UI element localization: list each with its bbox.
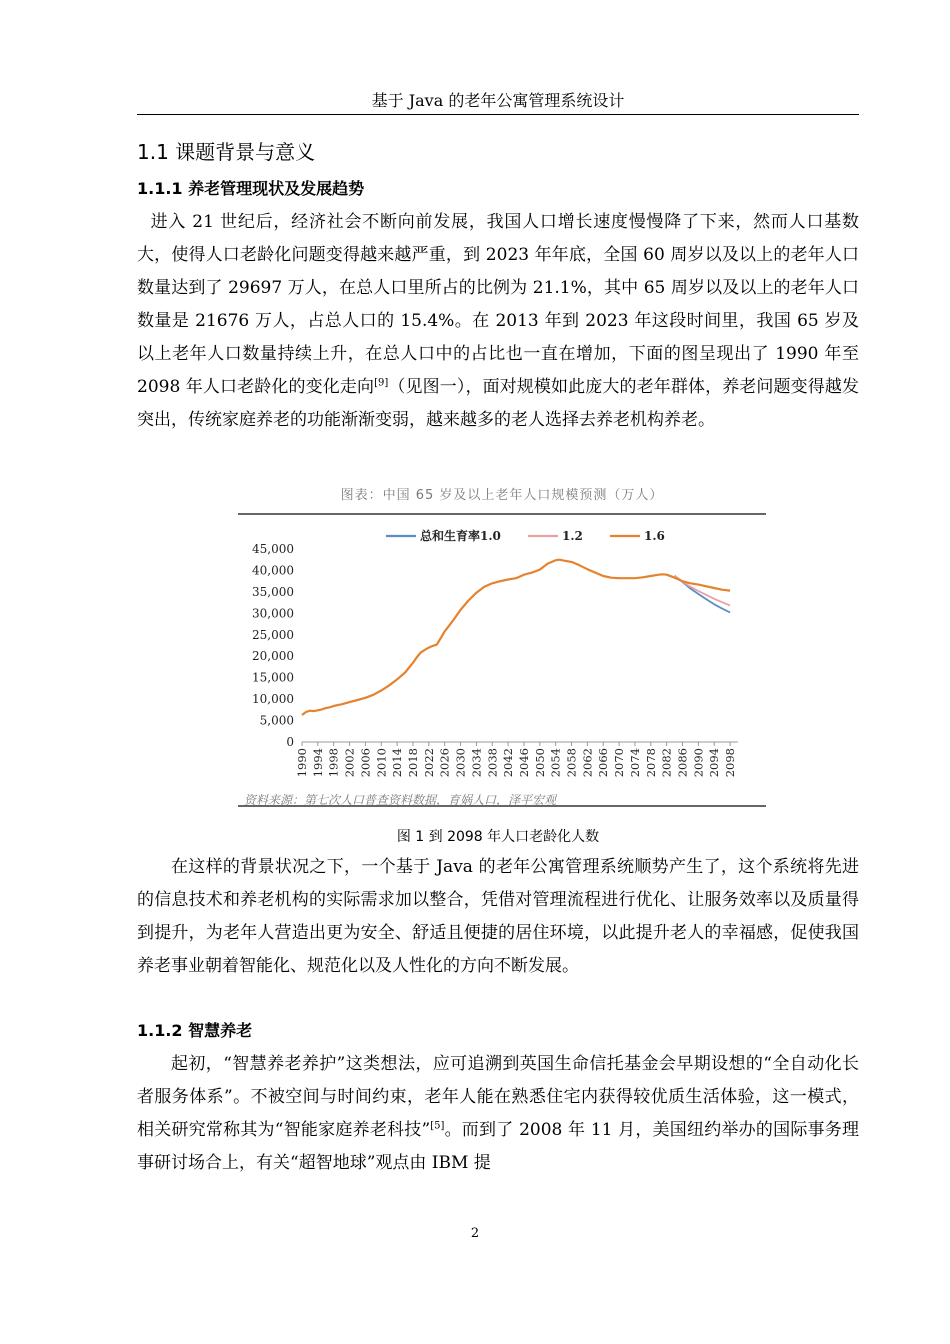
x-tick-label: 2034 [469, 748, 484, 778]
chart-legend [386, 528, 665, 543]
y-tick-label: 30,000 [252, 606, 294, 621]
x-tick-label: 2062 [580, 748, 595, 778]
y-tick-label: 5,000 [259, 713, 294, 728]
x-tick-label: 2074 [627, 748, 642, 778]
x-tick-label: 2010 [374, 748, 389, 778]
x-tick-label: 2094 [707, 748, 722, 778]
x-tick-label: 2050 [532, 748, 547, 778]
x-tick-label: 2058 [564, 748, 579, 778]
x-tick-label: 2042 [501, 748, 516, 778]
chart-title: 图表：中国 65 岁及以上老年人口规模预测（万人） [340, 488, 664, 503]
x-tick-label: 2098 [723, 748, 738, 778]
y-tick-label: 35,000 [252, 584, 294, 599]
y-tick-label: 15,000 [252, 670, 294, 685]
x-tick-label: 2086 [675, 748, 690, 778]
paragraph-1-text-a: 进入 21 世纪后，经济社会不断向前发展，我国人口增长速度慢慢降了下来，然而人口基数大，使得人口老龄化问题变得越来越严重，到 2023 年年底，全国 60 周岁以及以上的老年人口数量达到了 29697 万人，在总人口里所占的比例为 21.1%，其中 65 周岁以及以上的老年人口数量是 21676 万人，占总人口的 15.4%。在 2013 年到 2023 年这段时间里，我国 65 岁及以上老年人口数量持续上升，在总人口中的占比也一直在增加，下面的图呈现出了 1990 年至 2098 年人口老龄化的变化走向 [137, 212, 859, 397]
figure-caption: 图 1 到 2098 年人口老龄化人数 [396, 829, 600, 845]
citation-9[interactable]: [9] [374, 377, 389, 389]
y-tick-label: 0 [286, 735, 294, 749]
x-tick-label: 2030 [453, 748, 468, 778]
y-tick-label: 20,000 [252, 649, 294, 664]
x-tick-label: 1998 [326, 748, 341, 778]
x-tick-label: 2022 [421, 748, 436, 778]
section-heading: 1.1 课题背景与意义 [137, 140, 316, 164]
x-tick-label: 2014 [390, 748, 405, 778]
header-rule [137, 114, 859, 115]
paragraph-3-text-a: 起初，“智慧养老养护”这类想法，应可追溯到英国生命信托基金会早期设想的“全自动化长者服务体系”。不被空间与时间约束，老年人能在熟悉住宅内获得较优质生活体验，这一模式，相关研究常称其为“智能家庭养老科技” [137, 1054, 859, 1140]
series-line-3 [302, 560, 730, 715]
paragraph-3-text-b: 。而到了 2008 年 11 月，美国纽约举办的国际事务理事研讨场合上，有关“超智地球”观点由 IBM 提 [137, 1120, 859, 1173]
figure-1 [238, 484, 766, 810]
subsection-heading-1: 1.1.1 养老管理现状及发展趋势 [137, 179, 365, 198]
legend-label: 总和生育率1.0 [420, 529, 501, 543]
y-axis [252, 542, 294, 749]
x-tick-label: 1994 [310, 748, 325, 778]
y-tick-label: 40,000 [252, 563, 294, 578]
legend-label: 1.6 [644, 529, 665, 543]
legend-label: 1.2 [562, 529, 583, 543]
x-tick-label: 2026 [437, 748, 452, 778]
paragraph-1 [137, 206, 859, 437]
x-tick-label: 2038 [485, 748, 500, 778]
x-tick-label: 2078 [643, 748, 658, 778]
x-tick-label: 2046 [516, 748, 531, 778]
paragraph-1-text-b: （见图一），面对规模如此庞大的老年群体，养老问题变得越发突出，传统家庭养老的功能渐渐变弱，越来越多的老人选择去养老机构养老。 [137, 377, 860, 430]
chart-svg [238, 504, 766, 808]
x-tick-label: 2006 [358, 748, 373, 778]
x-tick-label: 2066 [596, 748, 611, 778]
chart-series [302, 560, 730, 715]
x-axis [295, 742, 738, 777]
paragraph-3 [137, 1048, 859, 1180]
y-tick-label: 25,000 [252, 627, 294, 642]
running-header: 基于 Java 的老年公寓管理系统设计 [371, 91, 625, 110]
x-tick-label: 2070 [612, 748, 627, 778]
subsection-heading-2: 1.1.2 智慧养老 [137, 1021, 253, 1040]
x-tick-label: 2018 [405, 748, 420, 778]
x-tick-label: 2054 [548, 748, 563, 778]
x-tick-label: 2002 [342, 748, 357, 778]
paragraph-2: 在这样的背景状况之下，一个基于 Java 的老年公寓管理系统顺势产生了，这个系统将先进的信息技术和养老机构的实际需求加以整合，凭借对管理流程进行优化、让服务效率以及质量得到提升，为老年人营造出更为安全、舒适且便捷的居住环境，以此提升老人的幸福感，促使我国养老事业朝着智能化、规范化以及人性化的方向不断发展。 [137, 857, 859, 976]
page-number: 2 [470, 1226, 480, 1241]
citation-5[interactable]: [5] [430, 1120, 445, 1132]
y-tick-label: 10,000 [252, 692, 294, 707]
chart-source: 资料来源：第七次人口普查资料数据，育娲人口，泽平宏观 [244, 793, 557, 807]
x-tick-label: 2082 [659, 748, 674, 778]
x-tick-label: 1990 [295, 748, 309, 778]
y-tick-label: 45,000 [252, 542, 294, 556]
x-tick-label: 2090 [691, 748, 706, 778]
